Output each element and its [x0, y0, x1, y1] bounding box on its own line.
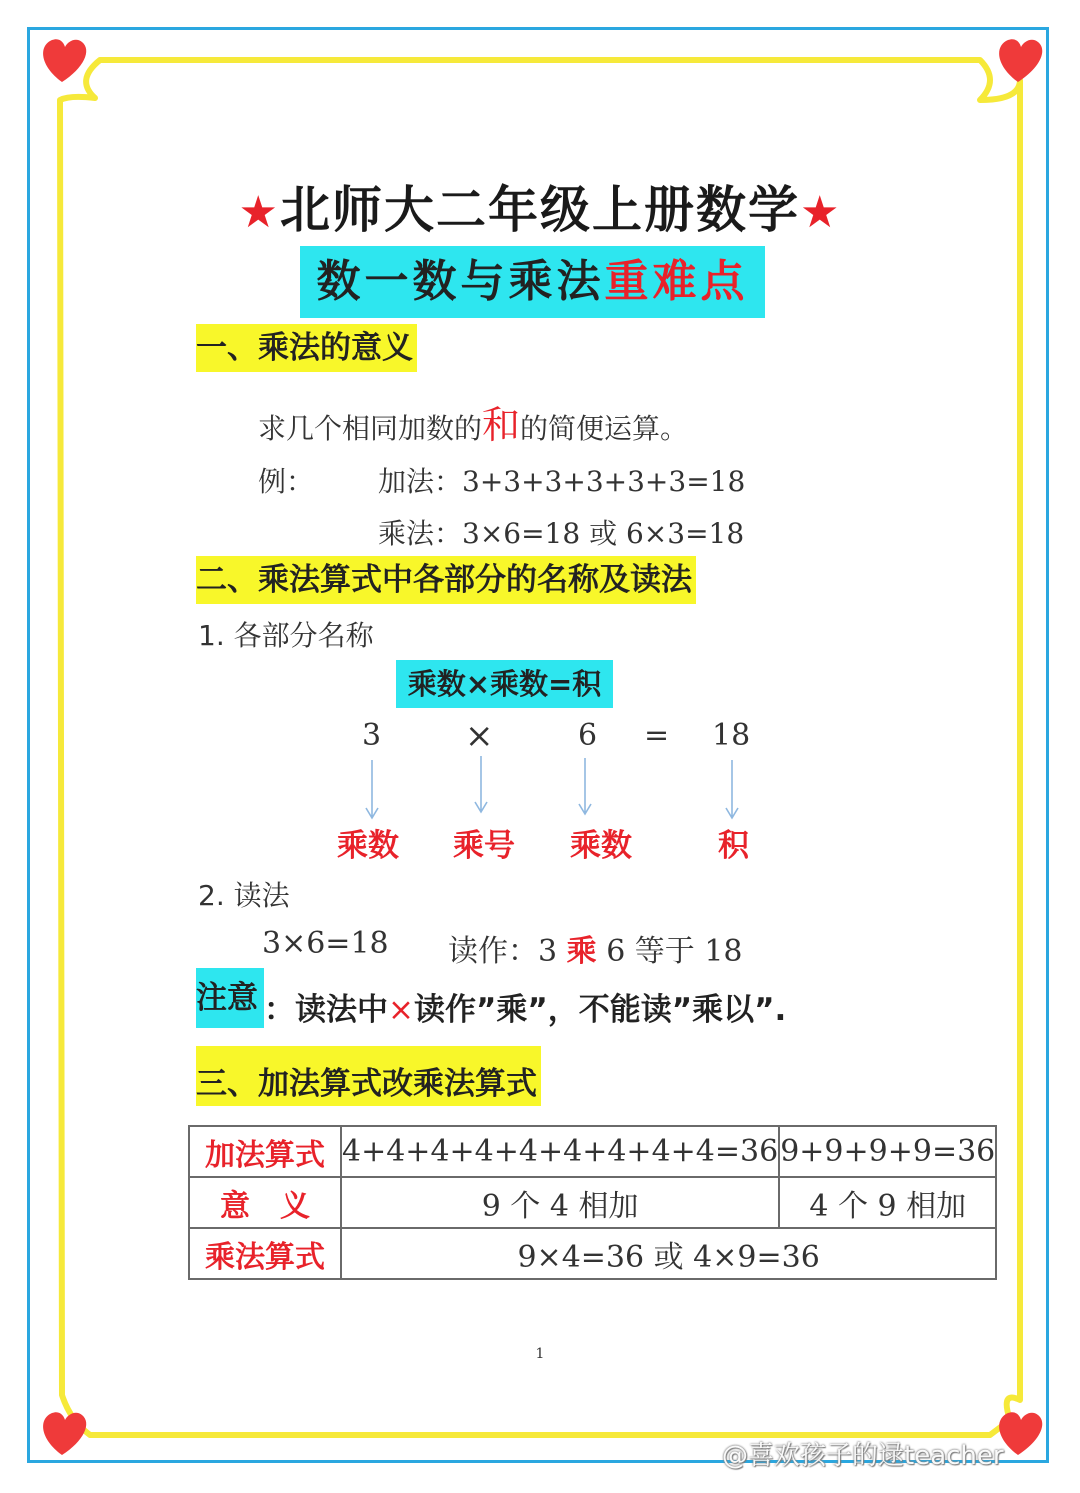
subheading-part-names: 1. 各部分名称: [198, 619, 374, 652]
note-text: [264, 984, 786, 1029]
note-part2: 读作”乘”，不能读”乘以”.: [413, 992, 787, 1028]
section-heading-meaning: 一、乘法的意义: [196, 324, 417, 372]
equation-equals: =: [644, 718, 670, 753]
equation-product: 18: [712, 718, 751, 753]
equation-times: ×: [465, 716, 494, 756]
table-cell: 9×4=36 或 4×9=36: [341, 1228, 996, 1279]
note-label: 注意: [196, 968, 264, 1028]
multiplication-example: 乘法：3×6=18 或 6×3=18: [378, 517, 745, 550]
definition-before: 求几个相同加数的: [258, 412, 483, 445]
label-multiplicand: 乘数: [570, 828, 632, 864]
page-number: 1: [535, 1346, 545, 1362]
table-cell: 4+4+4+4+4+4+4+4+4=36: [341, 1126, 779, 1177]
table-row: [189, 1126, 996, 1177]
star-icon: ★: [800, 187, 842, 238]
example-label: 例：: [258, 465, 315, 498]
note-symbol: ×: [388, 992, 414, 1028]
section-heading-parts: 二、乘法算式中各部分的名称及读法: [196, 556, 696, 604]
table-row: [189, 1228, 996, 1279]
table-cell: 9 个 4 相加: [341, 1177, 779, 1228]
read-as: [448, 926, 743, 970]
formula-banner: 乘数×乘数=积: [396, 660, 613, 708]
addition-example: 加法：3+3+3+3+3+3=18: [378, 465, 746, 498]
arrow-down-icon: [726, 760, 738, 818]
table-row-head: 加法算式: [189, 1126, 341, 1177]
section-heading-convert: 三、加法算式改乘法算式: [196, 1046, 541, 1106]
star-icon: ★: [238, 187, 280, 238]
subtitle-highlight: 重难点: [604, 256, 749, 307]
arrow-down-icon: [579, 758, 591, 814]
arrow-down-icon: [475, 756, 487, 812]
label-multiplier: 乘数: [337, 828, 399, 864]
read-prefix: 读作：3: [448, 934, 558, 969]
table-row-head: 意 义: [189, 1177, 341, 1228]
equation-factor-2: 6: [578, 718, 598, 753]
label-product: 积: [718, 828, 749, 864]
table-cell: 9+9+9+9=36: [779, 1126, 996, 1177]
subheading-reading: 2. 读法: [198, 879, 290, 912]
conversion-table: [188, 1125, 997, 1280]
arrow-down-icon: [366, 760, 378, 818]
read-suffix: 6 等于 18: [606, 934, 743, 969]
note-part1: ：读法中: [264, 992, 388, 1028]
table-row: [189, 1177, 996, 1228]
subtitle-text: 数一数与乘法: [316, 256, 605, 307]
table-cell: 4 个 9 相加: [779, 1177, 996, 1228]
read-key: 乘: [566, 934, 597, 969]
equation-factor-1: 3: [362, 718, 382, 753]
title-text: 北师大二年级上册数学: [280, 181, 800, 239]
label-times-sign: 乘号: [453, 828, 515, 864]
definition-after: 的简便运算。: [520, 412, 689, 445]
table-row-head: 乘法算式: [189, 1228, 341, 1279]
definition-key: 和: [482, 403, 521, 447]
read-expression: 3×6=18: [262, 926, 389, 961]
watermark: @喜欢孩子的逯teacher: [722, 1441, 1004, 1471]
